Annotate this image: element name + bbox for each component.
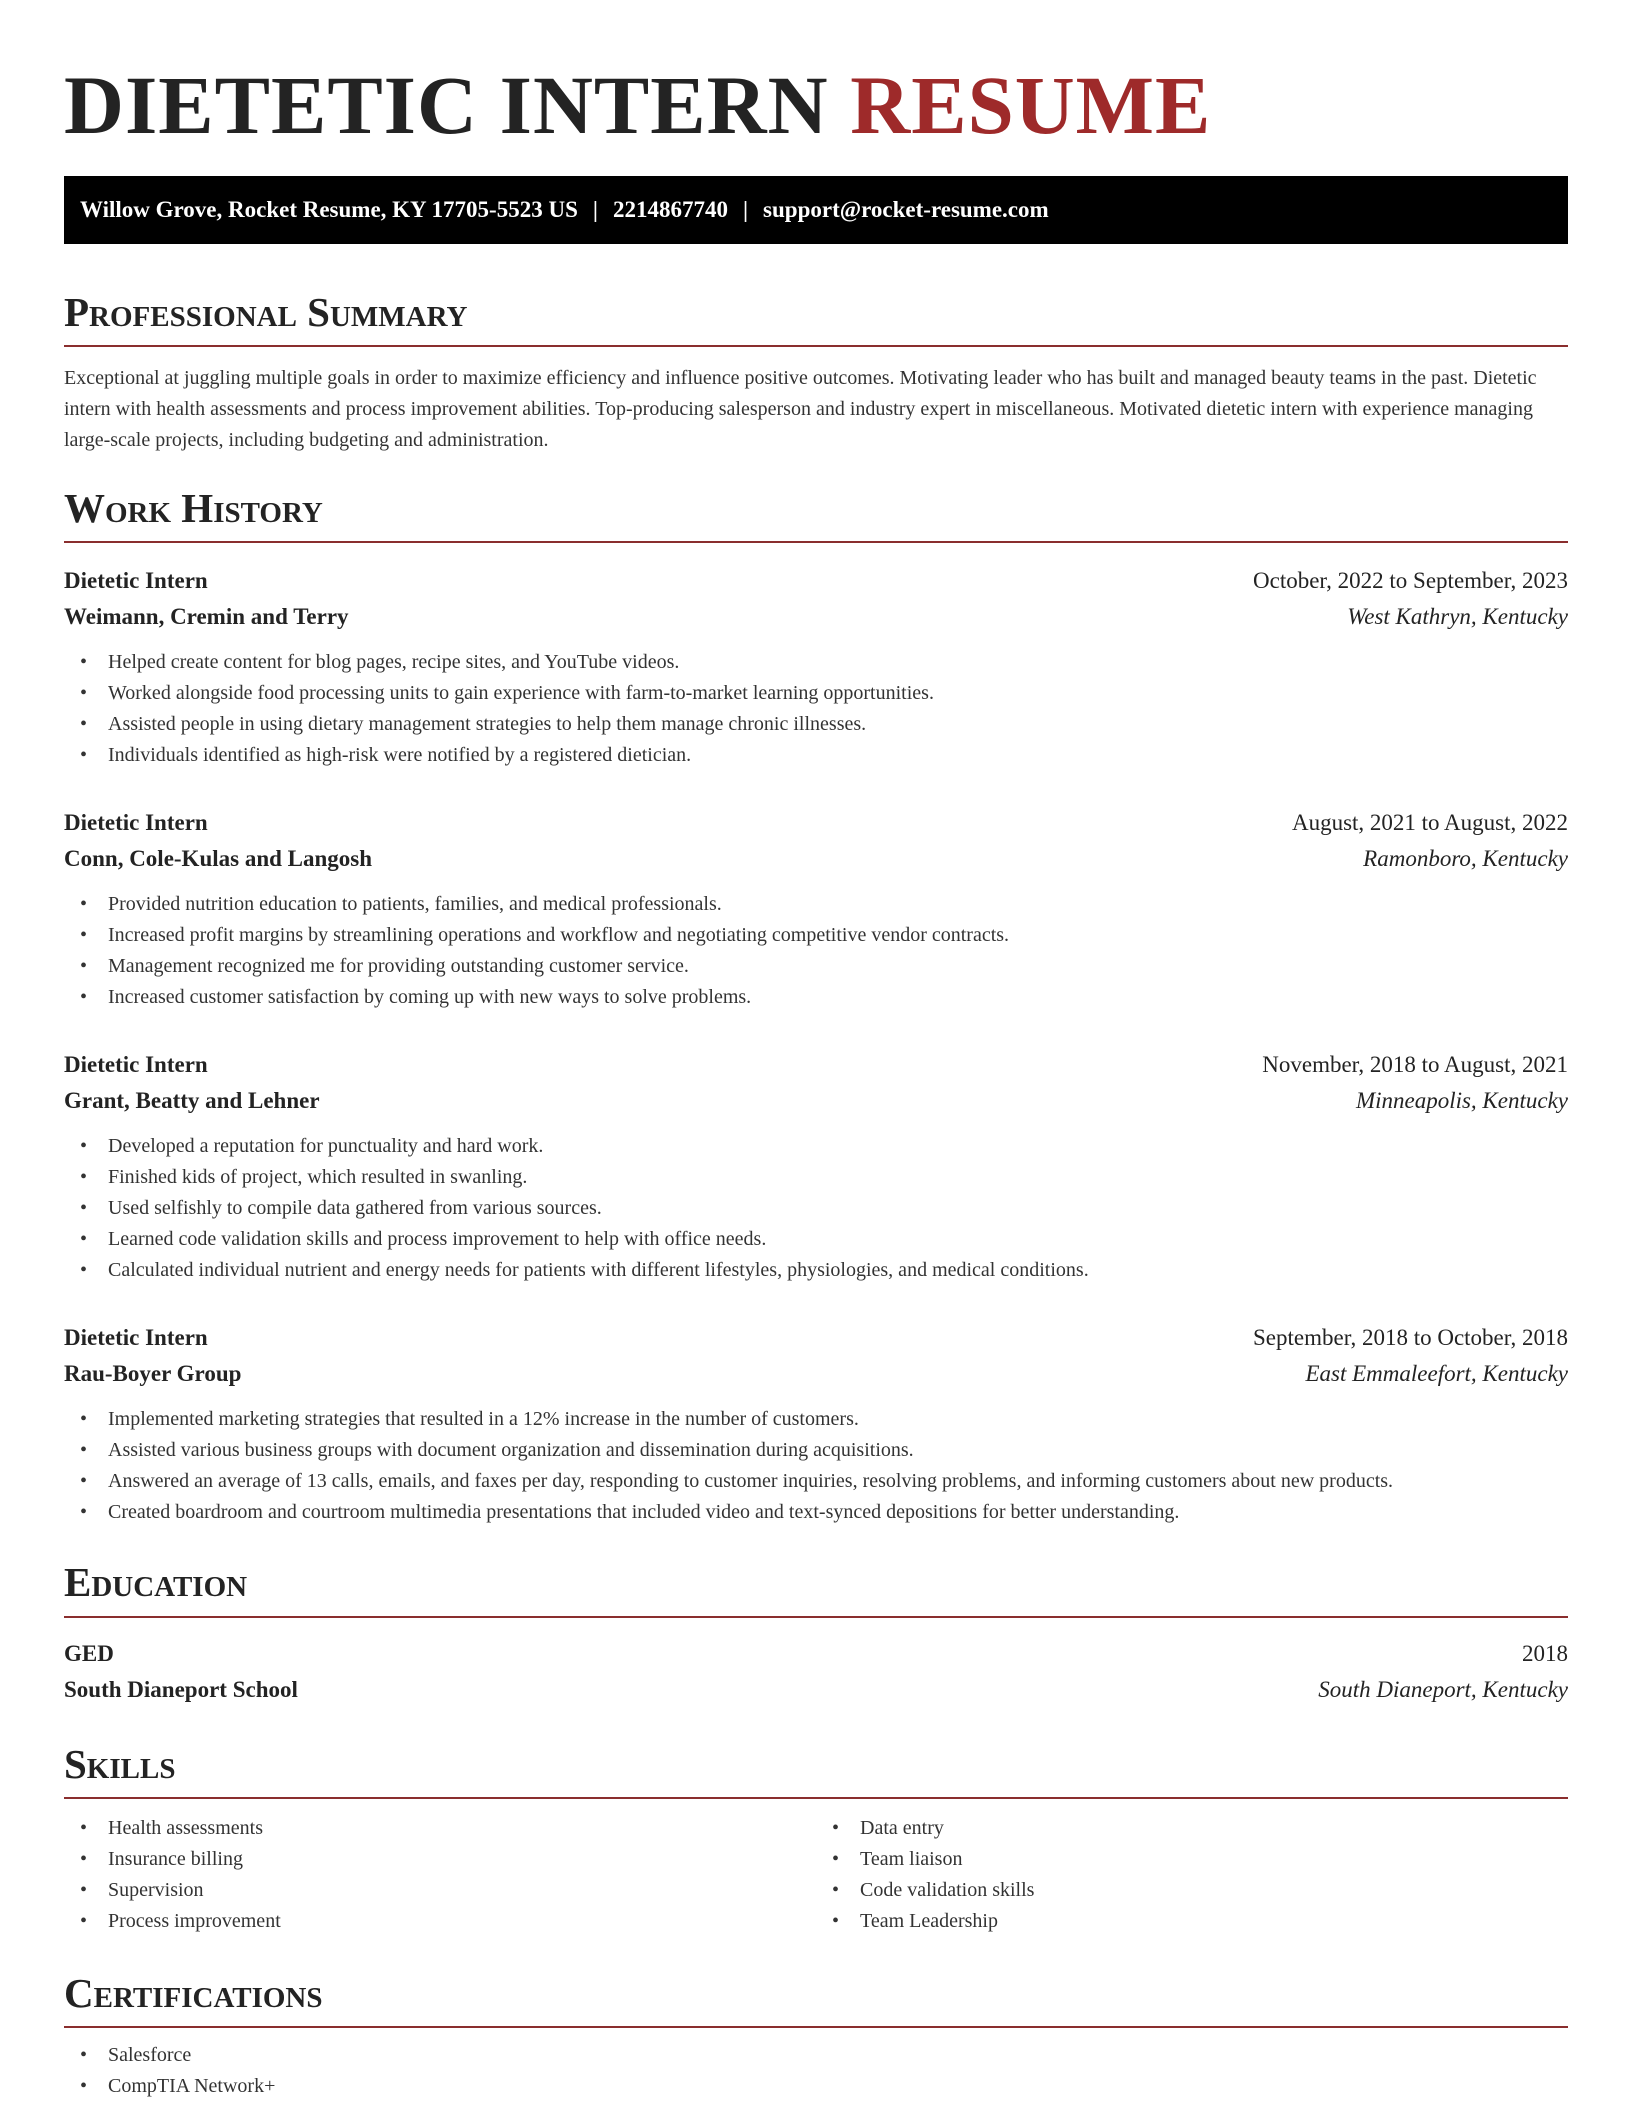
- job-location: West Kathryn, Kentucky: [1347, 604, 1568, 630]
- list-item: • Supervision: [64, 1875, 816, 1906]
- job-location: Minneapolis, Kentucky: [1355, 1088, 1568, 1114]
- job-entry: [64, 1320, 1568, 1528]
- job-duties: [64, 1404, 1568, 1528]
- list-item: • Provided nutrition education to patients, families, and medical professionals.: [64, 889, 1568, 920]
- job-company: Grant, Beatty and Lehner: [64, 1088, 320, 1114]
- list-item: • Learned code validation skills and process improvement to help with office needs.: [64, 1224, 1568, 1255]
- list-item: • Process improvement: [64, 1906, 816, 1937]
- job-entry: [64, 563, 1568, 771]
- job-title: Dietetic Intern: [64, 1052, 208, 1078]
- section-heading: Certifications: [64, 1969, 1568, 2028]
- list-item: • Answered an average of 13 calls, emails, and faxes per day, responding to customer inquiries, resolving problems, and informing customers about new products.: [64, 1466, 1568, 1497]
- skills-column-right: [816, 1813, 1568, 1937]
- list-item: • Implemented marketing strategies that resulted in a 12% increase in the number of customers.: [64, 1404, 1568, 1435]
- list-item: • Data entry: [816, 1813, 1568, 1844]
- list-item: • Helped create content for blog pages, recipe sites, and YouTube videos.: [64, 647, 1568, 678]
- education-location: South Dianeport, Kentucky: [1318, 1676, 1568, 1702]
- list-item: • Health assessments: [64, 1813, 816, 1844]
- section-heading: Education: [64, 1558, 1568, 1617]
- job-dates: November, 2018 to August, 2021: [1262, 1052, 1568, 1078]
- contact-address: Willow Grove, Rocket Resume, KY 17705-5523 US: [80, 197, 578, 222]
- job-duties: [64, 647, 1568, 771]
- work-history-section: [64, 484, 1568, 1528]
- title-main: DIETETIC INTERN: [64, 59, 829, 151]
- list-item: • Developed a reputation for punctuality and hard work.: [64, 1131, 1568, 1162]
- education-school: South Dianeport School: [64, 1676, 298, 1702]
- list-item: • Management recognized me for providing outstanding customer service.: [64, 951, 1568, 982]
- list-item: • Insurance billing: [64, 1844, 816, 1875]
- job-duties: [64, 889, 1568, 1013]
- list-item: • Individuals identified as high-risk were notified by a registered dietician.: [64, 740, 1568, 771]
- contact-phone: 2214867740: [612, 197, 728, 222]
- list-item: • Created boardroom and courtroom multimedia presentations that included video and text-synced depositions for better understanding.: [64, 1497, 1568, 1528]
- skills-column-left: [64, 1813, 816, 1937]
- job-dates: October, 2022 to September, 2023: [1253, 568, 1568, 594]
- list-item: • CompTIA Network+: [64, 2071, 1568, 2102]
- education-degree: GED: [64, 1640, 114, 1666]
- contact-separator: |: [742, 197, 749, 222]
- section-heading: Work History: [64, 484, 1568, 543]
- job-dates: September, 2018 to October, 2018: [1253, 1325, 1568, 1351]
- certifications-section: [64, 1969, 1568, 2102]
- skills-section: [64, 1740, 1568, 1937]
- list-item: • Finished kids of project, which resulted in swanling.: [64, 1162, 1568, 1193]
- job-title: Dietetic Intern: [64, 810, 208, 836]
- job-title: Dietetic Intern: [64, 1325, 208, 1351]
- education-entry: [64, 1636, 1568, 1708]
- job-company: Conn, Cole-Kulas and Langosh: [64, 846, 373, 872]
- title-accent: RESUME: [850, 59, 1212, 151]
- education-year: 2018: [1522, 1640, 1568, 1666]
- list-item: • Worked alongside food processing units to gain experience with farm-to-market learning opportunities.: [64, 678, 1568, 709]
- section-heading: Professional Summary: [64, 288, 1568, 347]
- job-duties: [64, 1131, 1568, 1286]
- contact-separator: |: [592, 197, 598, 222]
- list-item: • Team Leadership: [816, 1906, 1568, 1937]
- resume-title: [64, 0, 1568, 176]
- list-item: • Code validation skills: [816, 1875, 1568, 1906]
- list-item: • Salesforce: [64, 2040, 1568, 2071]
- certifications-list: [64, 2040, 1568, 2102]
- list-item: • Calculated individual nutrient and energy needs for patients with different lifestyles, physiologies, and medical conditions.: [64, 1255, 1568, 1286]
- job-entry: [64, 805, 1568, 1013]
- list-item: • Increased profit margins by streamlining operations and workflow and negotiating competitive vendor contracts.: [64, 920, 1568, 951]
- job-company: Weimann, Cremin and Terry: [64, 604, 349, 630]
- job-dates: August, 2021 to August, 2022: [1291, 810, 1568, 836]
- section-heading: Skills: [64, 1740, 1568, 1799]
- list-item: • Assisted various business groups with document organization and dissemination during acquisitions.: [64, 1435, 1568, 1466]
- list-item: • Used selfishly to compile data gathered from various sources.: [64, 1193, 1568, 1224]
- job-location: Ramonboro, Kentucky: [1363, 846, 1568, 872]
- list-item: • Team liaison: [816, 1844, 1568, 1875]
- education-section: [64, 1558, 1568, 1707]
- contact-email: support@rocket-resume.com: [763, 197, 1049, 222]
- summary-text: Exceptional at juggling multiple goals in order to maximize efficiency and influence positive outcomes. Motivating leader who has built and managed beauty teams in the past. Dietetic intern with health assessments and process improvement abilities. Top-producing salesperson and industry expert in miscellaneous. Motivated dietetic intern with experience managing large-scale projects, including budgeting and administration.: [64, 367, 1537, 452]
- professional-summary-section: [64, 288, 1568, 456]
- list-item: • Increased customer satisfaction by coming up with new ways to solve problems.: [64, 982, 1568, 1013]
- contact-bar: [64, 176, 1568, 244]
- job-location: East Emmaleefort, Kentucky: [1305, 1361, 1568, 1387]
- list-item: • Assisted people in using dietary management strategies to help them manage chronic illnesses.: [64, 709, 1568, 740]
- job-company: Rau-Boyer Group: [64, 1361, 242, 1387]
- job-entry: [64, 1047, 1568, 1286]
- job-title: Dietetic Intern: [64, 568, 208, 594]
- skills-grid: [64, 1813, 1568, 1937]
